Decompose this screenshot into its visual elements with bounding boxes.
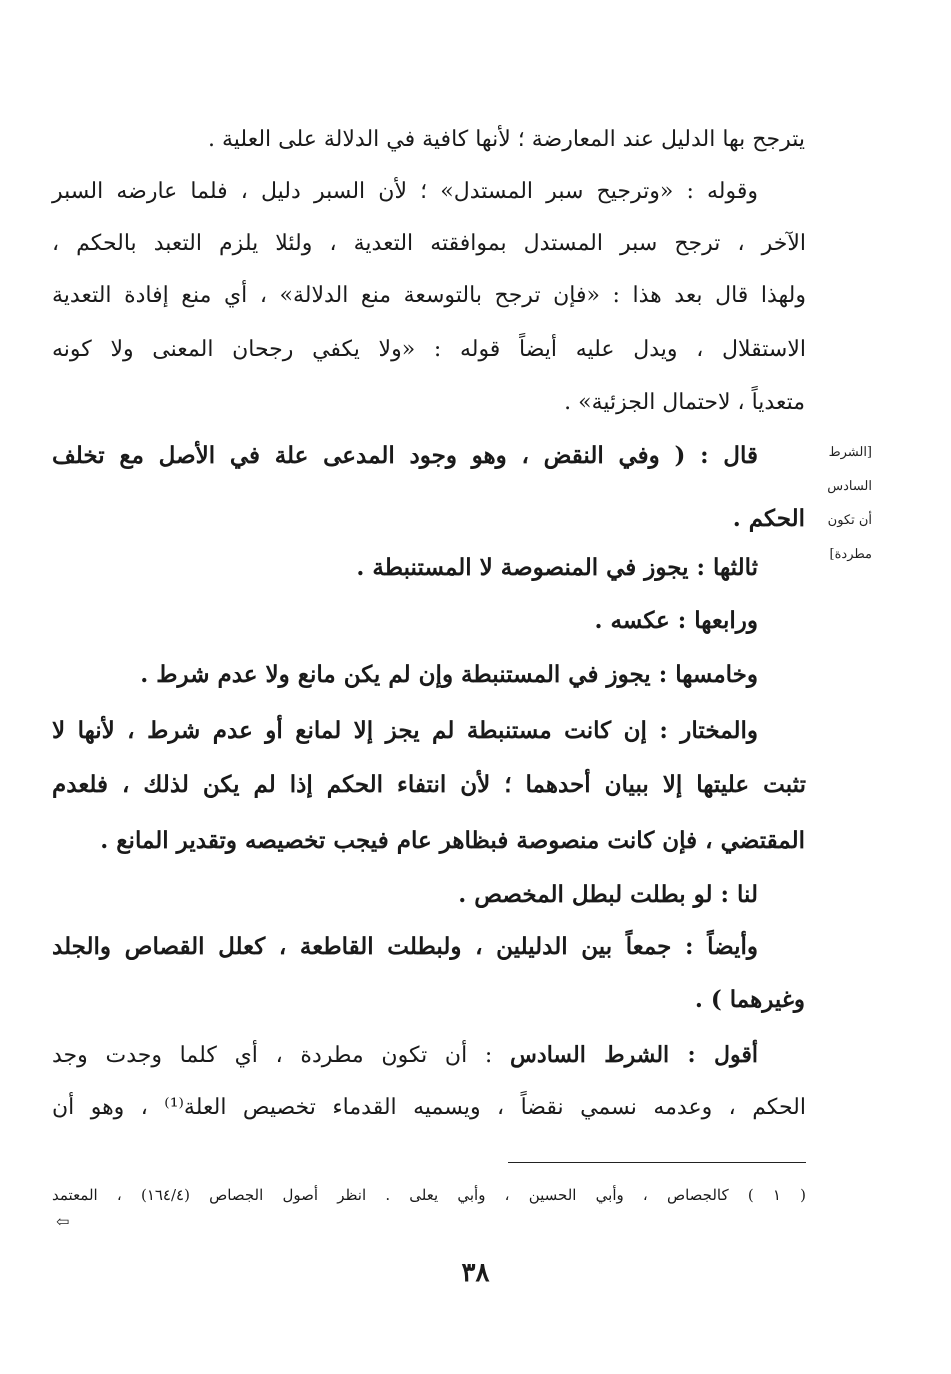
margin-note bbox=[812, 436, 872, 572]
body-line-1: يترجح بها الدليل عند المعارضة ؛ لأنها كافية في الدلالة على العلية . bbox=[208, 127, 805, 152]
margin-note-line: [الشرط bbox=[828, 445, 872, 460]
matn-line-10: وأيضاً : جمعاً بين الدليلين ، ولبطلت القاطعة ، كعلل القصاص والجلد bbox=[52, 933, 758, 960]
matn-line-5: وخامسها : يجوز في المستنبطة وإن لم يكن مانع ولا عدم شرط . bbox=[140, 661, 758, 688]
page-number: ٣٨ bbox=[461, 1258, 490, 1288]
body-line-6: متعدياً ، لاحتمال الجزئية» . bbox=[564, 390, 805, 415]
matn-line-6: والمختار : إن كانت مستنبطة لم يجز إلا لمانع أو عدم شرط ، لأنها لا bbox=[52, 717, 758, 744]
body-line-2: وقوله : «وترجيح سبر المستدل» ؛ لأن السبر دليل ، فلما عارضه السبر bbox=[52, 179, 758, 204]
commentary-line-1-text: : أن تكون مطردة ، أي كلما وجدت وجد bbox=[52, 1043, 493, 1068]
body-line-5: الاستقلال ، ويدل عليه أيضاً قوله : «ولا يكفي رجحان المعنى ولا كونه bbox=[52, 337, 806, 362]
commentary-line-1 bbox=[52, 1040, 758, 1071]
body-line-3: الآخر ، ترجح سبر المستدل بموافقته التعدية ، ولئلا يلزم التعبد بالحكم ، bbox=[52, 231, 806, 256]
matn-line-2: الحكم . bbox=[732, 505, 805, 532]
matn-line-1: قال : ( وفي النقض ، وهو وجود المدعى علة في الأصل مع تخلف bbox=[52, 442, 758, 469]
body-line-4: ولهذا قال بعد هذا : «فإن ترجح بالتوسعة منع الدلالة» ، أي منع إفادة التعدية bbox=[52, 283, 806, 308]
continuation-arrow-icon: ⇦ bbox=[56, 1212, 70, 1231]
matn-line-3: ثالثها : يجوز في المنصوصة لا المستنبطة . bbox=[356, 554, 758, 581]
matn-line-4: ورابعها : عكسه . bbox=[594, 607, 758, 634]
footnote-separator bbox=[508, 1162, 806, 1163]
matn-line-7: تثبت عليتها إلا ببيان أحدهما ؛ لأن انتفاء الحكم إذا لم يكن لذلك ، فلعدم bbox=[52, 771, 806, 798]
margin-note-line: أن تكون bbox=[827, 513, 872, 528]
commentary-lead: أقول : الشرط السادس bbox=[510, 1042, 758, 1068]
footnote: ( ١ ) كالجصاص ، وأبي الحسين ، وأبي يعلى . انظر أصول الجصاص (١٦٤/٤) ، المعتمد bbox=[52, 1186, 807, 1204]
matn-line-8: المقتضي ، فإن كانت منصوصة فبظاهر عام فيجب تخصيصه وتقدير المانع . bbox=[100, 827, 805, 854]
margin-note-line: مطردة] bbox=[829, 547, 872, 562]
matn-line-9: لنا : لو بطلت لبطل المخصص . bbox=[458, 881, 758, 908]
margin-note-line: السادس bbox=[827, 479, 872, 494]
matn-line-11: وغيرهما ) . bbox=[694, 986, 805, 1013]
commentary-line-2: الحكم ، وعدمه نسمي نقضاً ، ويسميه القدماء تخصيص العلة⁽¹⁾ ، وهو أن bbox=[52, 1095, 807, 1120]
